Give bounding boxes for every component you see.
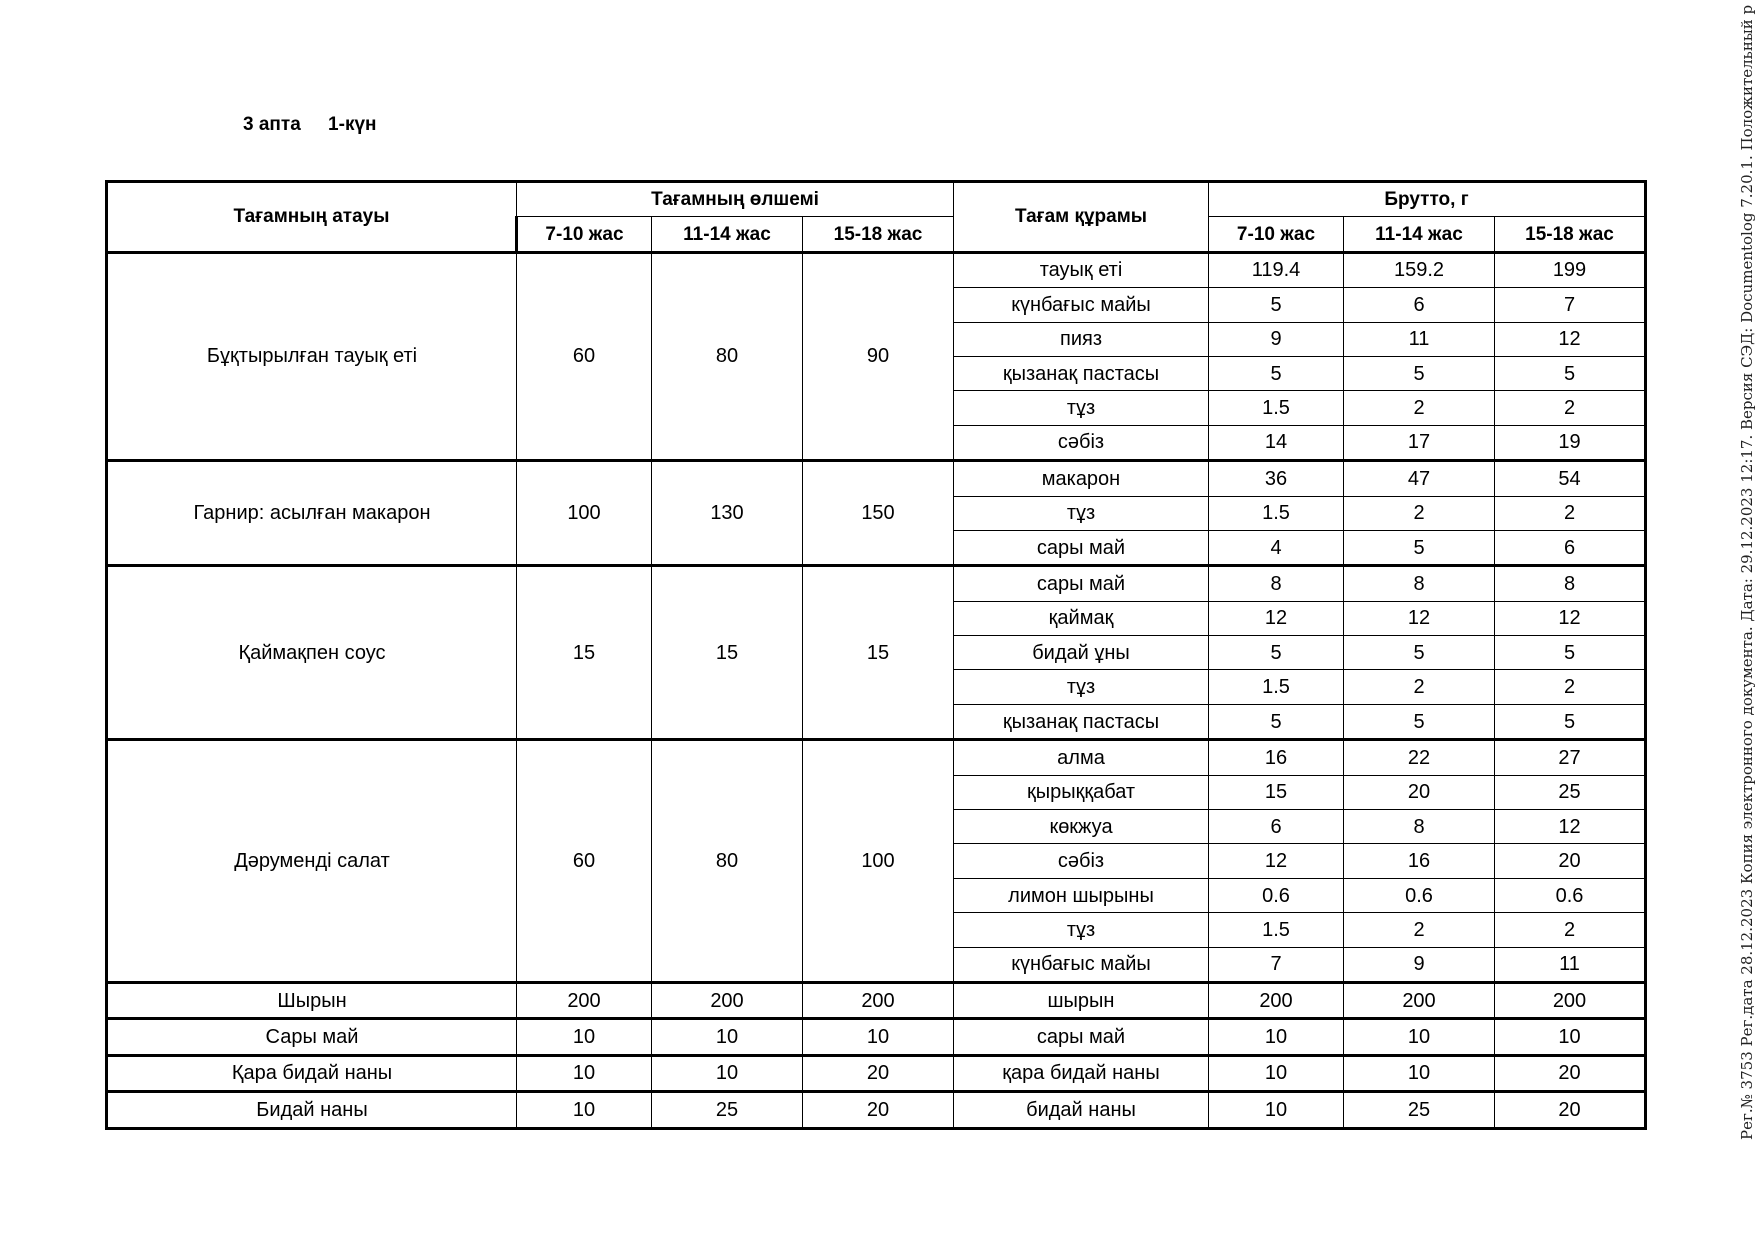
brutto-cell: 12 [1209, 844, 1344, 878]
header-brutto-age-15-18: 15-18 жас [1495, 217, 1646, 252]
brutto-cell: 20 [1344, 775, 1495, 809]
portion-cell: 200 [517, 982, 652, 1018]
brutto-cell: 12 [1344, 601, 1495, 635]
ingredient-cell: тұз [954, 391, 1209, 425]
brutto-cell: 5 [1344, 356, 1495, 390]
ingredient-cell: бидай ұны [954, 636, 1209, 670]
brutto-cell: 8 [1495, 566, 1646, 601]
brutto-cell: 4 [1209, 530, 1344, 565]
brutto-cell: 25 [1495, 775, 1646, 809]
brutto-cell: 5 [1344, 530, 1495, 565]
portion-cell: 60 [517, 252, 652, 460]
dish-group [107, 1092, 1646, 1128]
ingredient-cell: сары май [954, 530, 1209, 565]
header-brutto-age-7-10: 7-10 жас [1209, 217, 1344, 252]
brutto-cell: 22 [1344, 740, 1495, 775]
ingredient-cell: тұз [954, 913, 1209, 947]
brutto-cell: 27 [1495, 740, 1646, 775]
day-label: 1-күн [328, 114, 377, 135]
dish-name-cell: Қара бидай наны [107, 1055, 517, 1091]
portion-cell: 200 [803, 982, 954, 1018]
portion-cell: 15 [517, 566, 652, 740]
ingredient-cell: сары май [954, 566, 1209, 601]
brutto-cell: 2 [1344, 913, 1495, 947]
dish-name-cell: Дәруменді салат [107, 740, 517, 983]
table-row [107, 566, 1646, 601]
brutto-cell: 1.5 [1209, 496, 1344, 530]
dish-group [107, 566, 1646, 740]
brutto-cell: 15 [1209, 775, 1344, 809]
ingredient-cell: сары май [954, 1019, 1209, 1055]
ingredient-cell: сәбіз [954, 425, 1209, 460]
header-dish-name: Тағамның атауы [107, 182, 517, 253]
brutto-cell: 6 [1209, 810, 1344, 844]
dish-group [107, 1019, 1646, 1055]
portion-cell: 15 [652, 566, 803, 740]
table-row [107, 252, 1646, 287]
brutto-cell: 2 [1495, 496, 1646, 530]
brutto-cell: 47 [1344, 461, 1495, 496]
ingredient-cell: сәбіз [954, 844, 1209, 878]
dish-group [107, 982, 1646, 1018]
brutto-cell: 10 [1209, 1055, 1344, 1091]
brutto-cell: 20 [1495, 1092, 1646, 1128]
ingredient-cell: күнбағыс майы [954, 947, 1209, 982]
brutto-cell: 10 [1209, 1019, 1344, 1055]
ingredient-cell: күнбағыс майы [954, 288, 1209, 322]
portion-cell: 100 [517, 461, 652, 566]
brutto-cell: 8 [1344, 566, 1495, 601]
portion-cell: 90 [803, 252, 954, 460]
brutto-cell: 2 [1495, 913, 1646, 947]
brutto-cell: 119.4 [1209, 252, 1344, 287]
brutto-cell: 14 [1209, 425, 1344, 460]
portion-cell: 25 [652, 1092, 803, 1128]
portion-cell: 10 [517, 1092, 652, 1128]
brutto-cell: 10 [1344, 1055, 1495, 1091]
ingredient-cell: қызанақ пастасы [954, 356, 1209, 390]
brutto-cell: 5 [1344, 704, 1495, 739]
brutto-cell: 11 [1344, 322, 1495, 356]
brutto-cell: 16 [1344, 844, 1495, 878]
dish-group [107, 740, 1646, 983]
table-row [107, 1092, 1646, 1128]
brutto-cell: 20 [1495, 844, 1646, 878]
table-row [107, 982, 1646, 1018]
brutto-cell: 6 [1344, 288, 1495, 322]
brutto-cell: 0.6 [1344, 878, 1495, 912]
portion-cell: 15 [803, 566, 954, 740]
week-label: 3 апта [243, 114, 301, 135]
table-header [107, 182, 1646, 253]
menu-table [105, 180, 1647, 1130]
brutto-cell: 5 [1495, 636, 1646, 670]
ingredient-cell: лимон шырыны [954, 878, 1209, 912]
menu-day-title [243, 114, 377, 136]
ingredient-cell: тұз [954, 496, 1209, 530]
header-portion-age-15-18: 15-18 жас [803, 217, 954, 252]
brutto-cell: 1.5 [1209, 391, 1344, 425]
brutto-cell: 25 [1344, 1092, 1495, 1128]
portion-cell: 10 [517, 1055, 652, 1091]
ingredient-cell: макарон [954, 461, 1209, 496]
ingredient-cell: шырын [954, 982, 1209, 1018]
ingredient-cell: тұз [954, 670, 1209, 704]
brutto-cell: 159.2 [1344, 252, 1495, 287]
table-row [107, 461, 1646, 496]
portion-cell: 80 [652, 740, 803, 983]
brutto-cell: 5 [1209, 636, 1344, 670]
brutto-cell: 54 [1495, 461, 1646, 496]
brutto-cell: 2 [1495, 391, 1646, 425]
brutto-cell: 17 [1344, 425, 1495, 460]
portion-cell: 20 [803, 1092, 954, 1128]
brutto-cell: 7 [1209, 947, 1344, 982]
table-row [107, 1019, 1646, 1055]
brutto-cell: 8 [1344, 810, 1495, 844]
header-portion: Тағамның өлшемі [517, 182, 954, 217]
brutto-cell: 200 [1495, 982, 1646, 1018]
brutto-cell: 200 [1209, 982, 1344, 1018]
brutto-cell: 0.6 [1495, 878, 1646, 912]
dish-name-cell: Қаймақпен соус [107, 566, 517, 740]
brutto-cell: 11 [1495, 947, 1646, 982]
brutto-cell: 6 [1495, 530, 1646, 565]
ingredient-cell: қара бидай наны [954, 1055, 1209, 1091]
dish-name-cell: Бұқтырылған тауық еті [107, 252, 517, 460]
brutto-cell: 9 [1344, 947, 1495, 982]
brutto-cell: 1.5 [1209, 913, 1344, 947]
brutto-cell: 12 [1495, 810, 1646, 844]
ingredient-cell: қаймақ [954, 601, 1209, 635]
brutto-cell: 12 [1209, 601, 1344, 635]
portion-cell: 10 [517, 1019, 652, 1055]
dish-group [107, 1055, 1646, 1091]
brutto-cell: 7 [1495, 288, 1646, 322]
brutto-cell: 5 [1209, 704, 1344, 739]
registration-watermark: Рег.№ 3753 Рег.дата 28.12.2023 Копия электронного документа. Дата: 29.12.2023 12:17. Версия СЭД: Documentolog 7.20.1. Положительный р [1738, 4, 1756, 1140]
dish-name-cell: Гарнир: асылған макарон [107, 461, 517, 566]
ingredient-cell: көкжуа [954, 810, 1209, 844]
brutto-cell: 19 [1495, 425, 1646, 460]
brutto-cell: 12 [1495, 601, 1646, 635]
portion-cell: 10 [803, 1019, 954, 1055]
header-composition: Тағам құрамы [954, 182, 1209, 253]
brutto-cell: 2 [1344, 496, 1495, 530]
ingredient-cell: бидай наны [954, 1092, 1209, 1128]
brutto-cell: 36 [1209, 461, 1344, 496]
dish-group [107, 461, 1646, 566]
ingredient-cell: алма [954, 740, 1209, 775]
brutto-cell: 16 [1209, 740, 1344, 775]
portion-cell: 130 [652, 461, 803, 566]
portion-cell: 60 [517, 740, 652, 983]
table-row [107, 740, 1646, 775]
brutto-cell: 5 [1344, 636, 1495, 670]
dish-group [107, 252, 1646, 460]
portion-cell: 80 [652, 252, 803, 460]
brutto-cell: 10 [1344, 1019, 1495, 1055]
brutto-cell: 8 [1209, 566, 1344, 601]
brutto-cell: 2 [1344, 670, 1495, 704]
ingredient-cell: қызанақ пастасы [954, 704, 1209, 739]
header-brutto-age-11-14: 11-14 жас [1344, 217, 1495, 252]
brutto-cell: 1.5 [1209, 670, 1344, 704]
header-portion-age-7-10: 7-10 жас [517, 217, 652, 252]
portion-cell: 10 [652, 1055, 803, 1091]
dish-name-cell: Шырын [107, 982, 517, 1018]
brutto-cell: 10 [1209, 1092, 1344, 1128]
portion-cell: 100 [803, 740, 954, 983]
ingredient-cell: қырыққабат [954, 775, 1209, 809]
table-row [107, 1055, 1646, 1091]
dish-name-cell: Бидай наны [107, 1092, 517, 1128]
header-brutto: Брутто, г [1209, 182, 1646, 217]
portion-cell: 10 [652, 1019, 803, 1055]
brutto-cell: 199 [1495, 252, 1646, 287]
brutto-cell: 12 [1495, 322, 1646, 356]
ingredient-cell: пияз [954, 322, 1209, 356]
brutto-cell: 200 [1344, 982, 1495, 1018]
dish-name-cell: Сары май [107, 1019, 517, 1055]
brutto-cell: 5 [1495, 704, 1646, 739]
brutto-cell: 5 [1209, 356, 1344, 390]
portion-cell: 200 [652, 982, 803, 1018]
brutto-cell: 9 [1209, 322, 1344, 356]
brutto-cell: 20 [1495, 1055, 1646, 1091]
brutto-cell: 2 [1495, 670, 1646, 704]
brutto-cell: 2 [1344, 391, 1495, 425]
portion-cell: 150 [803, 461, 954, 566]
brutto-cell: 0.6 [1209, 878, 1344, 912]
portion-cell: 20 [803, 1055, 954, 1091]
ingredient-cell: тауық еті [954, 252, 1209, 287]
brutto-cell: 5 [1209, 288, 1344, 322]
brutto-cell: 5 [1495, 356, 1646, 390]
header-portion-age-11-14: 11-14 жас [652, 217, 803, 252]
brutto-cell: 10 [1495, 1019, 1646, 1055]
